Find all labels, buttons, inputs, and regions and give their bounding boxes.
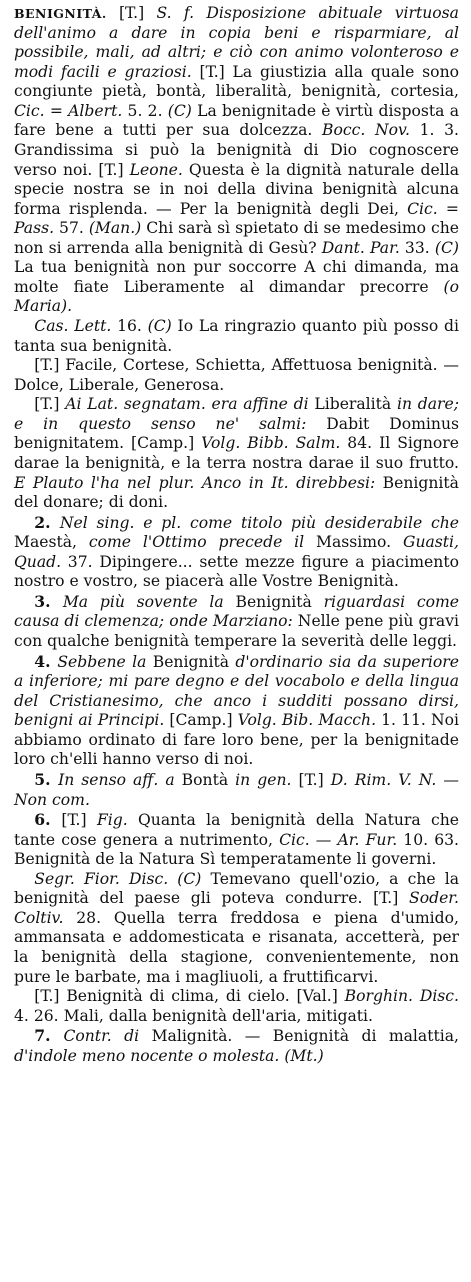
text-run: 6.	[34, 810, 62, 830]
text-run: d'ordinario sia da superiore a inferiore; mi pare degno e del vocabolo e della lingua del Cristianesimo, che anco i sudditi possano dirsi, benigni ai Principi.	[14, 652, 459, 730]
text-run: E Plauto l'ha nel plur. Anco in It. direbbesi:	[14, 473, 376, 492]
text-run: Soder. Coltiv.	[14, 889, 459, 927]
text-run: [T.]	[61, 811, 97, 830]
text-run: Cic. = Pass.	[14, 199, 459, 238]
text-run: Nel sing. e pl. come titolo più desiderabile che	[59, 513, 459, 532]
text-run: come l'Ottimo precede il	[88, 533, 305, 552]
text-run: (C)	[147, 317, 172, 335]
text-run: Nelle pene più gravi con qualche benignità temperare la severità delle leggi.	[14, 612, 459, 650]
text-run: Borghin. Disc.	[344, 987, 459, 1006]
text-run: 5. 2.	[122, 101, 168, 120]
sense-7	[14, 1026, 459, 1066]
text-run: 4.	[34, 651, 58, 671]
text-run: Maestà,	[14, 533, 89, 552]
text-run: 10. 63. Benignità de la Natura Sì temperatamente li governi.	[14, 830, 459, 869]
text-run: Ma più sovente la	[62, 592, 224, 611]
text-run: Leone.	[129, 160, 183, 179]
text-run: (Man.)	[88, 219, 142, 238]
text-run: D. Rim. V. N. — Non com.	[14, 770, 459, 809]
text-run: Malignità. — Benignità di malattia,	[139, 1027, 459, 1046]
text-run: Dant. Par.	[321, 238, 400, 257]
text-run: 1. 11. Noi abbiamo ordinato di fare loro bene, per la benignitade loro ch'elli hanno verso di noi.	[14, 711, 459, 769]
text-run: d'indole meno nocente o molesta. (Mt.)	[14, 1046, 324, 1065]
text-run: Questa è la dignità naturale della specie nostra se in noi della divina benignità alcuna forma risplenda. — Per la benignità degli Dei,	[14, 160, 459, 218]
text-run: Sebbene la	[57, 652, 147, 671]
text-run: [T.] La giustizia alla quale sono congiunte pietà, bontà, liberalità, benignità, cortesia,	[14, 62, 460, 101]
text-run: 3.	[34, 591, 63, 611]
text-run: La benignitade è virtù disposta a fare bene a tutti per sua dolcezza.	[14, 101, 459, 140]
text-run: [T.] Facile, Cortese, Schietta, Affettuosa benignità. — Dolce, Liberale, Generosa.	[14, 356, 459, 394]
entry-definition	[14, 4, 459, 317]
text-run: 37. Dipingere... sette mezze figure a piacimento nostro e vostro, se piacerà alle Vostre Benignità.	[14, 552, 459, 591]
text-run: Benignità del donare; di doni.	[14, 473, 459, 512]
text-run: Liberalità	[308, 395, 397, 414]
text-run: [T.] Benignità di clima, di cielo. [Val.]	[34, 987, 345, 1006]
text-run: in gen.	[235, 770, 292, 789]
text-run: 57.	[54, 219, 89, 238]
text-run: [T.]	[34, 395, 66, 414]
text-run: Massimo.	[304, 533, 403, 552]
text-run: Io La ringrazio quanto più posso di tanta sua benignità.	[14, 317, 459, 355]
text-run: riguardasi come causa di clemenza; onde Marziano:	[14, 592, 459, 631]
text-run: (C)	[177, 869, 202, 888]
text-run: [Camp.]	[164, 711, 238, 730]
text-run: (o Maria).	[14, 277, 459, 316]
text-run	[168, 870, 177, 888]
text-run: Bocc. Nov.	[322, 121, 410, 140]
sense-6	[14, 810, 459, 870]
sense-5	[14, 770, 459, 810]
text-run: Guasti, Quad.	[14, 533, 459, 571]
text-run: [T.]	[291, 770, 331, 789]
text-run: (C)	[167, 101, 192, 120]
text-run: Volg. Bibb. Salm.	[201, 434, 341, 453]
text-run: S. f. Disposizione abituale virtuosa dell'animo a dare in copia beni e risparmiare, al possibile, mali, ad altri; e ciò con animo volonteroso e modi facili e graziosi.	[14, 4, 459, 81]
text-run: Segr. Fior. Disc.	[34, 869, 169, 888]
text-run: Dabit Dominus benignitatem. [Camp.]	[14, 414, 460, 453]
text-run: Contr. di	[63, 1027, 140, 1046]
text-run: (C)	[434, 238, 460, 257]
sense-6-climate	[14, 987, 459, 1026]
text-run: Benignità	[146, 652, 236, 671]
text-run: 16.	[111, 317, 148, 335]
text-run: Bontà	[174, 770, 236, 789]
text-run: 5.	[34, 769, 59, 789]
text-run: In senso aff. a	[58, 770, 175, 789]
sense-6-citation	[14, 870, 459, 987]
sense-4	[14, 652, 459, 770]
text-run: 4. 26. Mali, dalla benignità dell'aria, mitigati.	[14, 1006, 373, 1025]
text-run: Quanta la benignità della Natura che tante cose genera a nutrimento,	[14, 811, 459, 849]
text-run: 7.	[34, 1026, 64, 1046]
sense-2	[14, 513, 459, 592]
text-run: 28. Quella terra freddosa e piena d'umido, ammansata e addomesticata e risanata, accetterà, per la benignità della stagione, convenientemente, non pure le barbate, ma i magliuoli, a fruttificarvi.	[14, 908, 459, 986]
entry-examples	[14, 356, 459, 395]
text-run: [T.]	[118, 4, 157, 22]
text-run: 2.	[34, 512, 60, 532]
text-run: Cic. = Albert.	[14, 101, 123, 120]
text-run: BENIGNITÀ.	[14, 6, 119, 21]
text-run: La tua benignità non pur soccorre A chi dimanda, ma molte fiate Liberamente al dimandar precorre	[14, 258, 459, 296]
text-run: 84. Il Signore darae la benignità, e la terra nostra darae il suo frutto.	[14, 434, 459, 472]
text-run: Volg. Bib. Macch.	[237, 711, 377, 730]
sense-3	[14, 592, 459, 652]
text-run: Temevano quell'ozio, a che la benignità del paese gli poteva condurre. [T.]	[14, 869, 459, 908]
text-run: 33.	[399, 238, 435, 257]
text-run: Cas. Lett.	[34, 317, 112, 335]
text-run: Chi sarà sì spietato di se medesimo che non si arrenda alla benignità di Gesù?	[14, 219, 460, 257]
entry-citation	[14, 317, 459, 356]
entry-latin-note	[14, 395, 459, 512]
text-run: Fig.	[96, 811, 128, 830]
text-run: Ai Lat. segnatam. era affine di	[65, 395, 309, 414]
text-run: Cic. — Ar. Fur.	[279, 830, 398, 849]
text-run: 1. 3. Grandissima si può la benignità di Dio cognoscere verso noi. [T.]	[14, 121, 459, 179]
text-run: Benignità	[223, 592, 324, 611]
text-run: in dare; e in questo senso ne' salmi:	[14, 395, 459, 433]
